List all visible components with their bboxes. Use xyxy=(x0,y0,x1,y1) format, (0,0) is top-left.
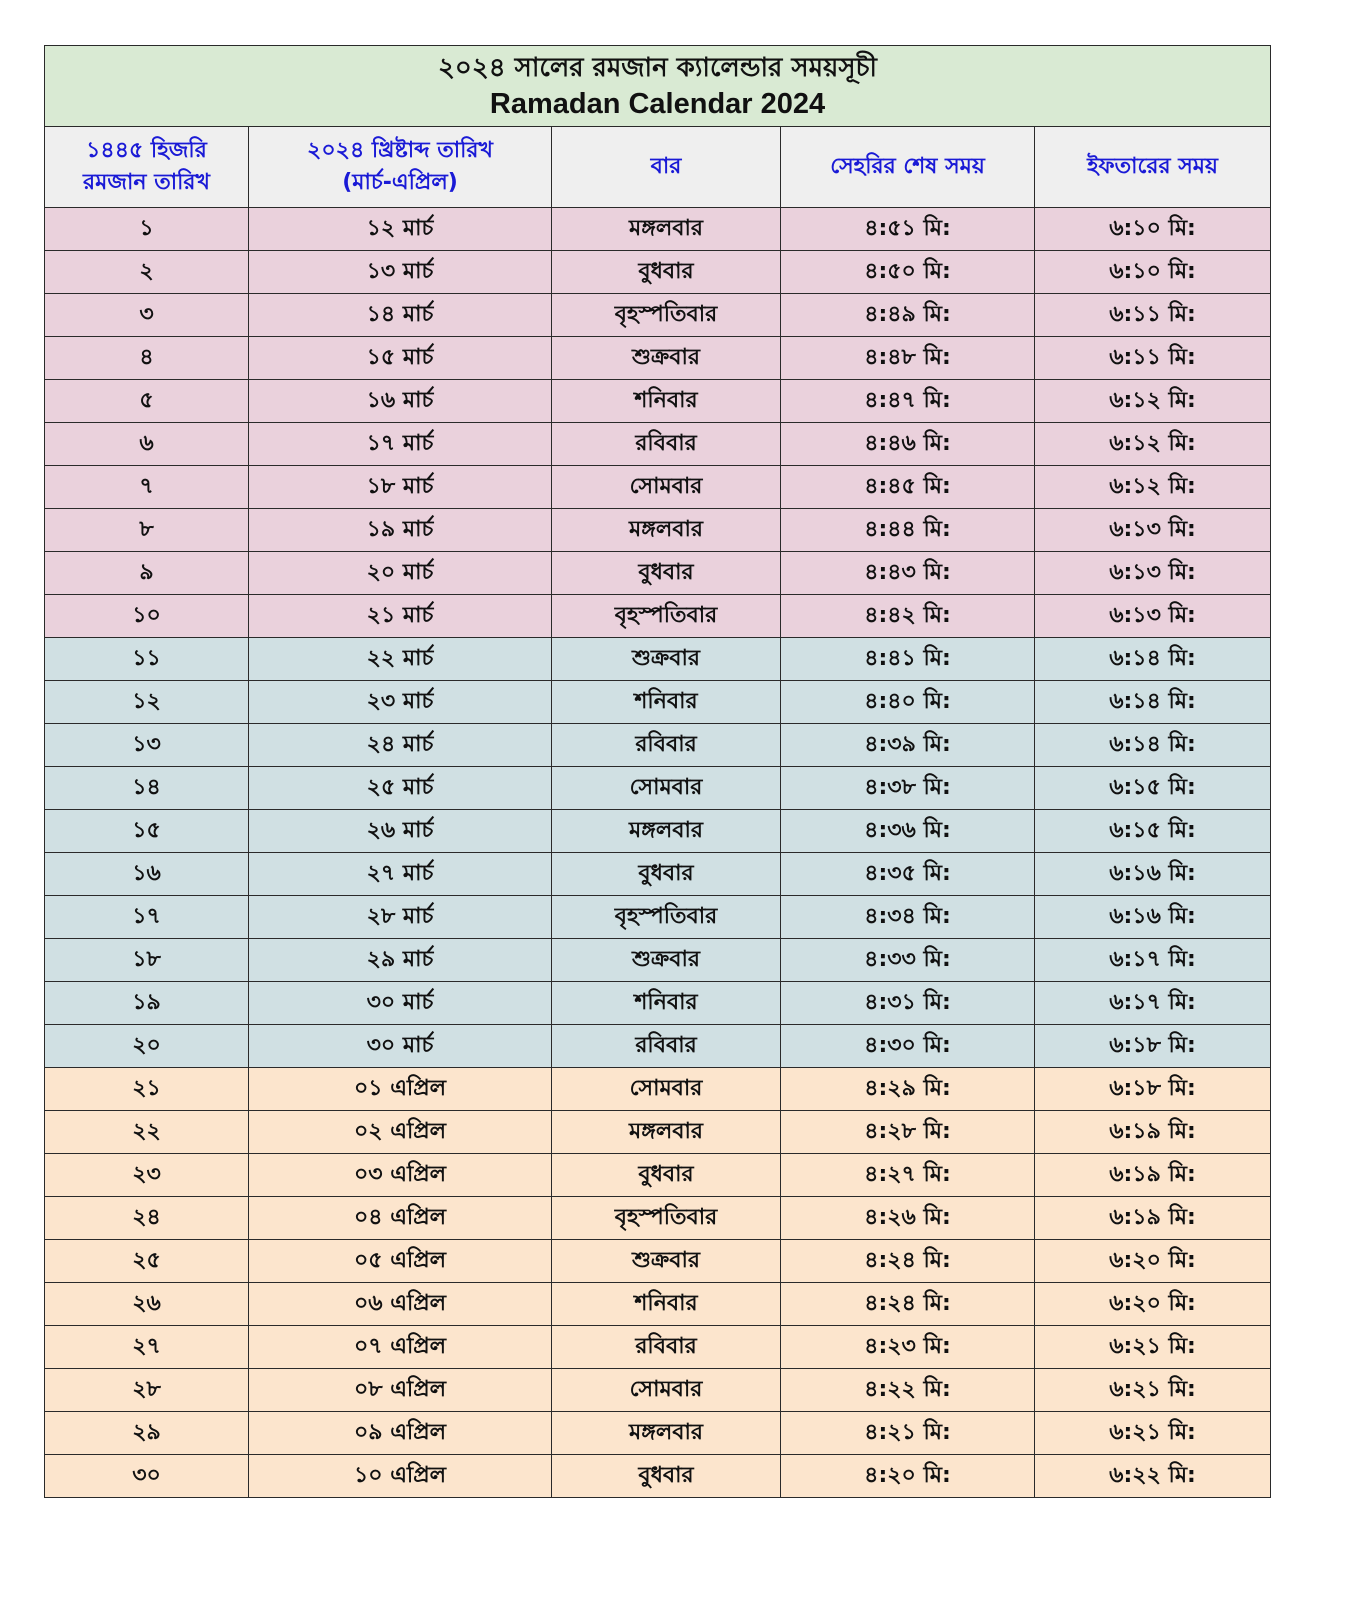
gregorian-date-cell: ১৬ মার্চ xyxy=(249,380,552,423)
iftar-time-cell: ৬:২০ মি: xyxy=(1035,1240,1271,1283)
hijri-day-cell: ২১ xyxy=(45,1068,249,1111)
gregorian-date-cell: ১৪ মার্চ xyxy=(249,294,552,337)
iftar-time-cell: ৬:১৭ মি: xyxy=(1035,982,1271,1025)
sehri-time-cell: ৪:৪০ মি: xyxy=(781,681,1035,724)
table-row xyxy=(45,681,1271,724)
hijri-day-cell: ৯ xyxy=(45,552,249,595)
weekday-cell: শনিবার xyxy=(552,681,781,724)
iftar-time-cell: ৬:১১ মি: xyxy=(1035,294,1271,337)
sehri-time-cell: ৪:২৩ মি: xyxy=(781,1326,1035,1369)
table-row xyxy=(45,1068,1271,1111)
gregorian-date-cell: ১৯ মার্চ xyxy=(249,509,552,552)
weekday-cell: সোমবার xyxy=(552,1068,781,1111)
weekday-cell: শুক্রবার xyxy=(552,939,781,982)
table-row xyxy=(45,982,1271,1025)
table-row xyxy=(45,1412,1271,1455)
hijri-day-cell: ১২ xyxy=(45,681,249,724)
gregorian-date-cell: ০৯ এপ্রিল xyxy=(249,1412,552,1455)
hijri-day-cell: ১৮ xyxy=(45,939,249,982)
header-iftar-time-line1: ইফতারের সময় xyxy=(1087,154,1218,179)
calendar-title-bangla: ২০২৪ সালের রমজান ক্যালেন্ডার সময়সূচী xyxy=(438,53,877,83)
calendar-title-cell xyxy=(45,46,1271,127)
gregorian-date-cell: ০৭ এপ্রিল xyxy=(249,1326,552,1369)
table-row xyxy=(45,1025,1271,1068)
gregorian-date-cell: ২১ মার্চ xyxy=(249,595,552,638)
table-row xyxy=(45,1154,1271,1197)
hijri-day-cell: ৩ xyxy=(45,294,249,337)
header-gregorian-date-line1: ২০২৪ খ্রিষ্টাব্দ তারিখ xyxy=(307,138,493,163)
hijri-day-cell: ২৬ xyxy=(45,1283,249,1326)
gregorian-date-cell: ২৩ মার্চ xyxy=(249,681,552,724)
weekday-cell: সোমবার xyxy=(552,1369,781,1412)
hijri-day-cell: ২৪ xyxy=(45,1197,249,1240)
sehri-time-cell: ৪:৩৪ মি: xyxy=(781,896,1035,939)
header-sehri-time xyxy=(781,127,1035,208)
sehri-time-cell: ৪:৪৬ মি: xyxy=(781,423,1035,466)
gregorian-date-cell: ৩০ মার্চ xyxy=(249,1025,552,1068)
calendar-body xyxy=(45,208,1271,1498)
weekday-cell: শুক্রবার xyxy=(552,1240,781,1283)
table-row xyxy=(45,1369,1271,1412)
table-row xyxy=(45,724,1271,767)
table-row xyxy=(45,1197,1271,1240)
weekday-cell: শুক্রবার xyxy=(552,638,781,681)
sehri-time-cell: ৪:২৪ মি: xyxy=(781,1240,1035,1283)
iftar-time-cell: ৬:১৯ মি: xyxy=(1035,1154,1271,1197)
gregorian-date-cell: ০৮ এপ্রিল xyxy=(249,1369,552,1412)
table-row xyxy=(45,638,1271,681)
hijri-day-cell: ২০ xyxy=(45,1025,249,1068)
header-sehri-time-line1: সেহরির শেষ সময় xyxy=(830,154,985,179)
iftar-time-cell: ৬:২১ মি: xyxy=(1035,1412,1271,1455)
sehri-time-cell: ৪:৪২ মি: xyxy=(781,595,1035,638)
weekday-cell: বুধবার xyxy=(552,1455,781,1498)
weekday-cell: মঙ্গলবার xyxy=(552,509,781,552)
gregorian-date-cell: ১৮ মার্চ xyxy=(249,466,552,509)
header-weekday-line1: বার xyxy=(650,154,682,179)
iftar-time-cell: ৬:১১ মি: xyxy=(1035,337,1271,380)
iftar-time-cell: ৬:১২ মি: xyxy=(1035,466,1271,509)
weekday-cell: মঙ্গলবার xyxy=(552,1111,781,1154)
hijri-day-cell: ১৩ xyxy=(45,724,249,767)
iftar-time-cell: ৬:১২ মি: xyxy=(1035,423,1271,466)
gregorian-date-cell: ৩০ মার্চ xyxy=(249,982,552,1025)
hijri-day-cell: ৫ xyxy=(45,380,249,423)
gregorian-date-cell: ১২ মার্চ xyxy=(249,208,552,251)
weekday-cell: রবিবার xyxy=(552,1326,781,1369)
hijri-day-cell: ১১ xyxy=(45,638,249,681)
table-row xyxy=(45,380,1271,423)
weekday-cell: শনিবার xyxy=(552,380,781,423)
weekday-cell: বুধবার xyxy=(552,853,781,896)
header-gregorian-date xyxy=(249,127,552,208)
gregorian-date-cell: ০৩ এপ্রিল xyxy=(249,1154,552,1197)
weekday-cell: সোমবার xyxy=(552,767,781,810)
gregorian-date-cell: ০৫ এপ্রিল xyxy=(249,1240,552,1283)
weekday-cell: বুধবার xyxy=(552,251,781,294)
gregorian-date-cell: ২৮ মার্চ xyxy=(249,896,552,939)
iftar-time-cell: ৬:১৫ মি: xyxy=(1035,767,1271,810)
gregorian-date-cell: ০২ এপ্রিল xyxy=(249,1111,552,1154)
table-row xyxy=(45,1455,1271,1498)
table-row xyxy=(45,423,1271,466)
sehri-time-cell: ৪:৪৩ মি: xyxy=(781,552,1035,595)
weekday-cell: শনিবার xyxy=(552,1283,781,1326)
gregorian-date-cell: ১৭ মার্চ xyxy=(249,423,552,466)
hijri-day-cell: ২ xyxy=(45,251,249,294)
hijri-day-cell: ১৭ xyxy=(45,896,249,939)
iftar-time-cell: ৬:১২ মি: xyxy=(1035,380,1271,423)
iftar-time-cell: ৬:১৫ মি: xyxy=(1035,810,1271,853)
header-hijri-date-line2: রমজান তারিখ xyxy=(83,170,210,195)
table-row xyxy=(45,337,1271,380)
iftar-time-cell: ৬:১৬ মি: xyxy=(1035,896,1271,939)
weekday-cell: সোমবার xyxy=(552,466,781,509)
table-row xyxy=(45,853,1271,896)
sehri-time-cell: ৪:৩০ মি: xyxy=(781,1025,1035,1068)
gregorian-date-cell: ২৫ মার্চ xyxy=(249,767,552,810)
gregorian-date-cell: ২৪ মার্চ xyxy=(249,724,552,767)
hijri-day-cell: ৪ xyxy=(45,337,249,380)
table-row xyxy=(45,1326,1271,1369)
iftar-time-cell: ৬:১৩ মি: xyxy=(1035,552,1271,595)
hijri-day-cell: ২৮ xyxy=(45,1369,249,1412)
header-gregorian-date-line2: (মার্চ-এপ্রিল) xyxy=(342,170,458,195)
calendar-title-english: Ramadan Calendar 2024 xyxy=(489,88,826,120)
weekday-cell: মঙ্গলবার xyxy=(552,208,781,251)
hijri-day-cell: ১৬ xyxy=(45,853,249,896)
weekday-cell: মঙ্গলবার xyxy=(552,810,781,853)
iftar-time-cell: ৬:১০ মি: xyxy=(1035,251,1271,294)
weekday-cell: বৃহস্পতিবার xyxy=(552,896,781,939)
iftar-time-cell: ৬:১৯ মি: xyxy=(1035,1111,1271,1154)
table-row xyxy=(45,1111,1271,1154)
sehri-time-cell: ৪:৪৯ মি: xyxy=(781,294,1035,337)
table-row xyxy=(45,896,1271,939)
sehri-time-cell: ৪:৪৭ মি: xyxy=(781,380,1035,423)
iftar-time-cell: ৬:১৪ মি: xyxy=(1035,681,1271,724)
hijri-day-cell: ২৭ xyxy=(45,1326,249,1369)
table-row xyxy=(45,208,1271,251)
sehri-time-cell: ৪:৩৩ মি: xyxy=(781,939,1035,982)
hijri-day-cell: ৩০ xyxy=(45,1455,249,1498)
table-row xyxy=(45,552,1271,595)
weekday-cell: বুধবার xyxy=(552,552,781,595)
table-row xyxy=(45,1283,1271,1326)
hijri-day-cell: ২৫ xyxy=(45,1240,249,1283)
table-row xyxy=(45,466,1271,509)
iftar-time-cell: ৬:২১ মি: xyxy=(1035,1326,1271,1369)
iftar-time-cell: ৬:২১ মি: xyxy=(1035,1369,1271,1412)
sehri-time-cell: ৪:৫১ মি: xyxy=(781,208,1035,251)
ramadan-calendar-table xyxy=(44,45,1271,1498)
iftar-time-cell: ৬:১৯ মি: xyxy=(1035,1197,1271,1240)
gregorian-date-cell: ২৭ মার্চ xyxy=(249,853,552,896)
header-hijri-date xyxy=(45,127,249,208)
weekday-cell: বৃহস্পতিবার xyxy=(552,294,781,337)
sehri-time-cell: ৪:৪১ মি: xyxy=(781,638,1035,681)
sehri-time-cell: ৪:৩৯ মি: xyxy=(781,724,1035,767)
hijri-day-cell: ১৫ xyxy=(45,810,249,853)
gregorian-date-cell: ২০ মার্চ xyxy=(249,552,552,595)
iftar-time-cell: ৬:২২ মি: xyxy=(1035,1455,1271,1498)
sehri-time-cell: ৪:৫০ মি: xyxy=(781,251,1035,294)
sehri-time-cell: ৪:২৬ মি: xyxy=(781,1197,1035,1240)
weekday-cell: বুধবার xyxy=(552,1154,781,1197)
hijri-day-cell: ৬ xyxy=(45,423,249,466)
sehri-time-cell: ৪:২৮ মি: xyxy=(781,1111,1035,1154)
table-row xyxy=(45,251,1271,294)
table-row xyxy=(45,939,1271,982)
gregorian-date-cell: ২২ মার্চ xyxy=(249,638,552,681)
sehri-time-cell: ৪:৩৬ মি: xyxy=(781,810,1035,853)
iftar-time-cell: ৬:১৪ মি: xyxy=(1035,638,1271,681)
sehri-time-cell: ৪:২৯ মি: xyxy=(781,1068,1035,1111)
hijri-day-cell: ১৯ xyxy=(45,982,249,1025)
sehri-time-cell: ৪:২৭ মি: xyxy=(781,1154,1035,1197)
gregorian-date-cell: ১৫ মার্চ xyxy=(249,337,552,380)
header-iftar-time xyxy=(1035,127,1271,208)
gregorian-date-cell: ০৬ এপ্রিল xyxy=(249,1283,552,1326)
sehri-time-cell: ৪:৩৫ মি: xyxy=(781,853,1035,896)
gregorian-date-cell: ২৬ মার্চ xyxy=(249,810,552,853)
gregorian-date-cell: ১০ এপ্রিল xyxy=(249,1455,552,1498)
iftar-time-cell: ৬:১৩ মি: xyxy=(1035,509,1271,552)
hijri-day-cell: ১ xyxy=(45,208,249,251)
iftar-time-cell: ৬:১৪ মি: xyxy=(1035,724,1271,767)
sehri-time-cell: ৪:৪৮ মি: xyxy=(781,337,1035,380)
weekday-cell: বৃহস্পতিবার xyxy=(552,1197,781,1240)
header-weekday xyxy=(552,127,781,208)
weekday-cell: মঙ্গলবার xyxy=(552,1412,781,1455)
hijri-day-cell: ২৩ xyxy=(45,1154,249,1197)
sehri-time-cell: ৪:২৪ মি: xyxy=(781,1283,1035,1326)
weekday-cell: রবিবার xyxy=(552,423,781,466)
sehri-time-cell: ৪:৪৪ মি: xyxy=(781,509,1035,552)
header-hijri-date-line1: ১৪৪৫ হিজরি xyxy=(86,138,207,163)
table-row xyxy=(45,1240,1271,1283)
weekday-cell: বৃহস্পতিবার xyxy=(552,595,781,638)
iftar-time-cell: ৬:১৮ মি: xyxy=(1035,1068,1271,1111)
gregorian-date-cell: ১৩ মার্চ xyxy=(249,251,552,294)
table-row xyxy=(45,595,1271,638)
iftar-time-cell: ৬:১৬ মি: xyxy=(1035,853,1271,896)
iftar-time-cell: ৬:২০ মি: xyxy=(1035,1283,1271,1326)
sehri-time-cell: ৪:২২ মি: xyxy=(781,1369,1035,1412)
sehri-time-cell: ৪:২০ মি: xyxy=(781,1455,1035,1498)
weekday-cell: শনিবার xyxy=(552,982,781,1025)
sehri-time-cell: ৪:৪৫ মি: xyxy=(781,466,1035,509)
gregorian-date-cell: ০৪ এপ্রিল xyxy=(249,1197,552,1240)
hijri-day-cell: ১৪ xyxy=(45,767,249,810)
iftar-time-cell: ৬:১৭ মি: xyxy=(1035,939,1271,982)
weekday-cell: শুক্রবার xyxy=(552,337,781,380)
weekday-cell: রবিবার xyxy=(552,1025,781,1068)
hijri-day-cell: ১০ xyxy=(45,595,249,638)
table-row xyxy=(45,509,1271,552)
table-row xyxy=(45,810,1271,853)
hijri-day-cell: ২৯ xyxy=(45,1412,249,1455)
iftar-time-cell: ৬:১০ মি: xyxy=(1035,208,1271,251)
sehri-time-cell: ৪:৩১ মি: xyxy=(781,982,1035,1025)
gregorian-date-cell: ২৯ মার্চ xyxy=(249,939,552,982)
iftar-time-cell: ৬:১৩ মি: xyxy=(1035,595,1271,638)
table-row xyxy=(45,294,1271,337)
weekday-cell: রবিবার xyxy=(552,724,781,767)
gregorian-date-cell: ০১ এপ্রিল xyxy=(249,1068,552,1111)
iftar-time-cell: ৬:১৮ মি: xyxy=(1035,1025,1271,1068)
hijri-day-cell: ৭ xyxy=(45,466,249,509)
hijri-day-cell: ৮ xyxy=(45,509,249,552)
sehri-time-cell: ৪:৩৮ মি: xyxy=(781,767,1035,810)
sehri-time-cell: ৪:২১ মি: xyxy=(781,1412,1035,1455)
hijri-day-cell: ২২ xyxy=(45,1111,249,1154)
table-row xyxy=(45,767,1271,810)
ramadan-calendar-sheet xyxy=(44,45,1270,1498)
column-header-row xyxy=(45,127,1271,208)
